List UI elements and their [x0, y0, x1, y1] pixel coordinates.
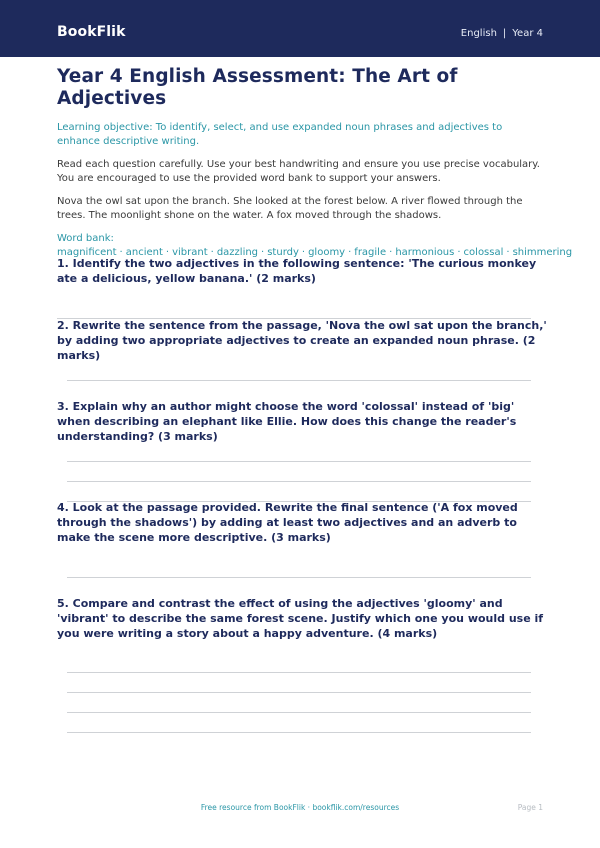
learning-objective: Learning objective: To identify, select, and use expanded noun phrases and adjectives to enhance descriptive writing. [57, 122, 503, 147]
question-3: 3. Explain why an author might choose the word 'colossal' instead of 'big' when describing an elephant like Ellie. How does this change the reader's understanding? (3 marks) [57, 400, 517, 443]
header-separator: | [502, 28, 507, 39]
page-title: Year 4 English Assessment: The Art of Adjectives [57, 66, 458, 109]
question-5: 5. Compare and contrast the effect of using the adjectives 'gloomy' and 'vibrant' to describe the same forest scene. Justify which one you would use if you were writing a story about a happy adventure. (4 marks) [57, 597, 544, 640]
brand-logo: BookFlik [57, 24, 126, 40]
year-label: Year 4 [512, 28, 543, 39]
answer-line[interactable] [67, 380, 531, 381]
intro-section [57, 66, 573, 260]
answer-line[interactable] [67, 461, 531, 462]
word-bank-word: vibrant [172, 247, 208, 258]
header-meta [461, 28, 543, 39]
question-1: 1. Identify the two adjectives in the following sentence: 'The curious monkey ate a delicious, yellow banana.' (2 marks) [57, 257, 537, 285]
subject-label: English [460, 28, 497, 39]
answer-line[interactable] [67, 672, 531, 673]
word-bank-word: magnificent [57, 247, 117, 258]
passage: Nova the owl sat upon the branch. She looked at the forest below. A river flowed through the trees. The moonlight shone on the water. A fox moved through the shadows. [57, 196, 523, 221]
word-bank-word: gloomy [308, 247, 346, 258]
answer-line[interactable] [67, 712, 531, 713]
footer-text[interactable]: Free resource from BookFlik · bookflik.com/resources [200, 803, 400, 812]
word-bank-word: sturdy [267, 247, 299, 258]
word-bank: Word bank: magnificent · ancient · vibrant · dazzling · sturdy · gloomy · fragile · harmonious · colossal · shimmering [57, 233, 573, 258]
question-4: 4. Look at the passage provided. Rewrite the final sentence ('A fox moved through the shadows') by adding at least two adjectives and an adverb to make the scene more descriptive. (3 marks) [57, 501, 518, 544]
page-number: Page 1 [517, 803, 543, 812]
question-2: 2. Rewrite the sentence from the passage, 'Nova the owl sat upon the branch,' by adding two appropriate adjectives to create an expanded noun phrase. (2 marks) [57, 319, 547, 362]
answer-line[interactable] [67, 481, 531, 482]
word-bank-word: dazzling [216, 247, 259, 258]
answer-line[interactable] [67, 577, 531, 578]
word-bank-word: ancient [125, 247, 163, 258]
word-bank-label: Word bank: [57, 233, 114, 244]
answer-line[interactable] [67, 732, 531, 733]
word-bank-word: colossal [463, 247, 504, 258]
answer-line[interactable] [67, 692, 531, 693]
page-header [0, 0, 600, 57]
instructions: Read each question carefully. Use your best handwriting and ensure you use precise vocabulary. You are encouraged to use the provided word bank to support your answers. [57, 159, 540, 184]
word-bank-word: harmonious [395, 247, 455, 258]
word-bank-word: shimmering [512, 247, 573, 258]
word-bank-word: fragile [354, 247, 387, 258]
